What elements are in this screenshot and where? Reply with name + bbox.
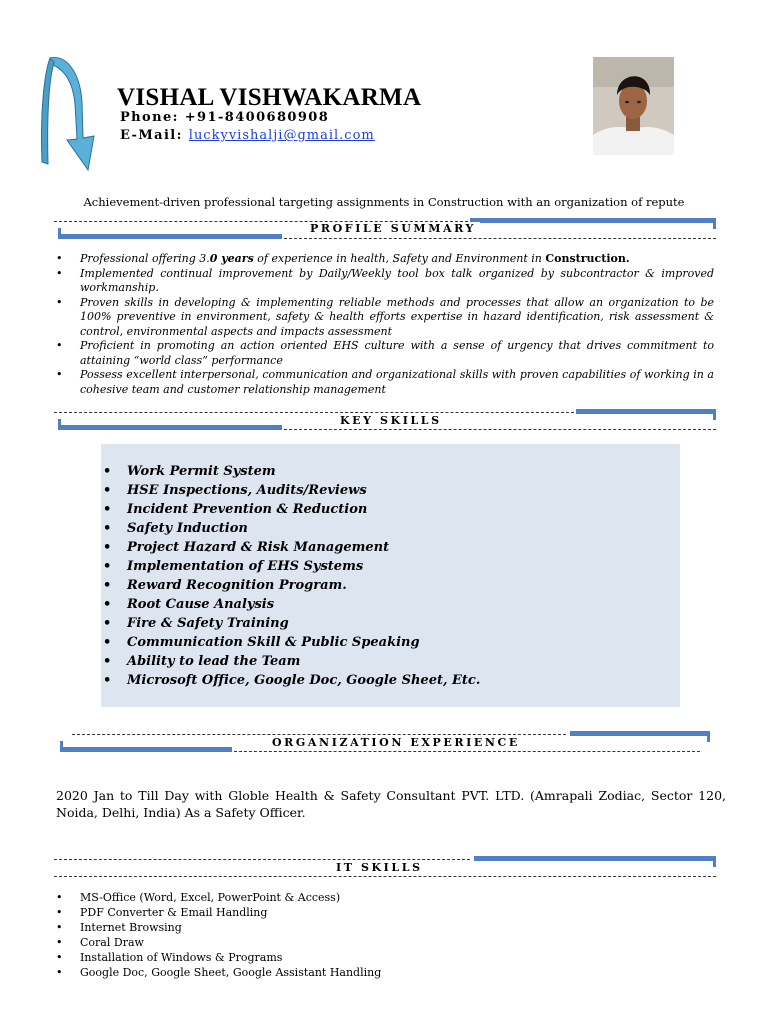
list-item: [56, 252, 714, 267]
list-item: • Fire & Safety Training: [103, 614, 480, 633]
accent-tick: [713, 409, 716, 420]
divider: [54, 876, 716, 877]
list-item: • MS-Office (Word, Excel, PowerPoint & Access): [56, 890, 381, 905]
it-skills-list: [56, 890, 381, 980]
accent-tick: [713, 218, 716, 229]
accent-bar: [58, 425, 282, 430]
divider: [54, 412, 574, 413]
accent-bar: [58, 234, 282, 239]
list-item: • Google Doc, Google Sheet, Google Assistant Handling: [56, 965, 381, 980]
divider: [72, 734, 566, 735]
accent-bar: [576, 409, 716, 414]
email-line: [120, 128, 375, 143]
accent-bar: [470, 218, 716, 223]
list-item: • Implemented continual improvement by Daily/Weekly tool box talk organized by subcontractor & improved workmanship.: [56, 267, 714, 296]
candidate-name: VISHAL VISHWAKARMA: [117, 84, 422, 111]
list-item: • Ability to lead the Team: [103, 652, 480, 671]
section-title: IT SKILLS: [332, 861, 427, 874]
list-item: • Project Hazard & Risk Management: [103, 538, 480, 557]
list-item: • Implementation of EHS Systems: [103, 557, 480, 576]
profile-summary-list: [56, 252, 714, 397]
list-item: • Microsoft Office, Google Doc, Google Sheet, Etc.: [103, 671, 480, 690]
divider: [54, 859, 470, 860]
section-title: PROFILE SUMMARY: [306, 222, 480, 235]
profile-photo: [593, 57, 674, 155]
text-bold: 0 years: [209, 252, 254, 265]
list-item: • Installation of Windows & Programs: [56, 950, 381, 965]
key-skills-box: [101, 444, 680, 707]
list-item: • Work Permit System: [103, 462, 480, 481]
section-header-profile: [54, 216, 716, 250]
section-header-key-skills: [54, 406, 716, 440]
divider: [234, 751, 700, 752]
section-title: ORGANIZATION EXPERIENCE: [268, 736, 524, 749]
list-item: • PDF Converter & Email Handling: [56, 905, 381, 920]
text: Professional offering 3.: [80, 252, 210, 265]
list-item: • Proven skills in developing & implementing reliable methods and processes that allow an organization to be 100% preventive in environment, safety & health efforts expertise in hazard identification, risk assessment & control, environmental aspects and impacts assessment: [56, 296, 714, 340]
accent-tick: [58, 419, 61, 430]
organization-experience-text: 2020 Jan to Till Day with Globle Health & Safety Consultant PVT. LTD. (Amrapali Zodiac, Sector 120, Noida, Delhi, India) As a Safety Officer.: [56, 788, 726, 820]
text: of experience in health, Safety and Environment in: [253, 252, 546, 265]
email-link[interactable]: luckyvishalji@gmail.com: [188, 128, 375, 143]
section-header-it-skills: [54, 854, 716, 888]
list-item: • Root Cause Analysis: [103, 595, 480, 614]
list-item: • Reward Recognition Program.: [103, 576, 480, 595]
key-skills-list: [101, 462, 480, 690]
divider: [284, 429, 716, 430]
accent-bar: [570, 731, 710, 736]
email-label: E-Mail:: [120, 128, 183, 143]
text-bold: Construction.: [545, 252, 630, 265]
accent-bar: [474, 856, 716, 861]
phone-label: Phone:: [120, 110, 179, 125]
list-item: • HSE Inspections, Audits/Reviews: [103, 481, 480, 500]
accent-tick: [60, 741, 63, 752]
list-item: • Communication Skill & Public Speaking: [103, 633, 480, 652]
section-title: KEY SKILLS: [336, 414, 446, 427]
list-item: • Safety Induction: [103, 519, 480, 538]
phone-line: [120, 110, 329, 125]
section-header-organization: [56, 728, 710, 762]
accent-bar: [60, 747, 232, 752]
accent-tick: [58, 228, 61, 239]
list-item: • Possess excellent interpersonal, communication and organizational skills with proven capabilities of working in a cohesive team and customer relationship management: [56, 368, 714, 397]
accent-tick: [707, 731, 710, 742]
objective-statement: Achievement-driven professional targeting assignments in Construction with an organization of repute: [83, 195, 685, 209]
divider: [284, 238, 716, 239]
list-item: • Internet Browsing: [56, 920, 381, 935]
list-item: • Coral Draw: [56, 935, 381, 950]
list-item: • Proficient in promoting an action oriented EHS culture with a sense of urgency that drives commitment to attaining “world class” performance: [56, 339, 714, 368]
phone-number: +91-8400680908: [184, 110, 330, 125]
list-item: • Incident Prevention & Reduction: [103, 500, 480, 519]
accent-tick: [713, 856, 716, 867]
curved-arrow-down-icon: [36, 54, 106, 172]
